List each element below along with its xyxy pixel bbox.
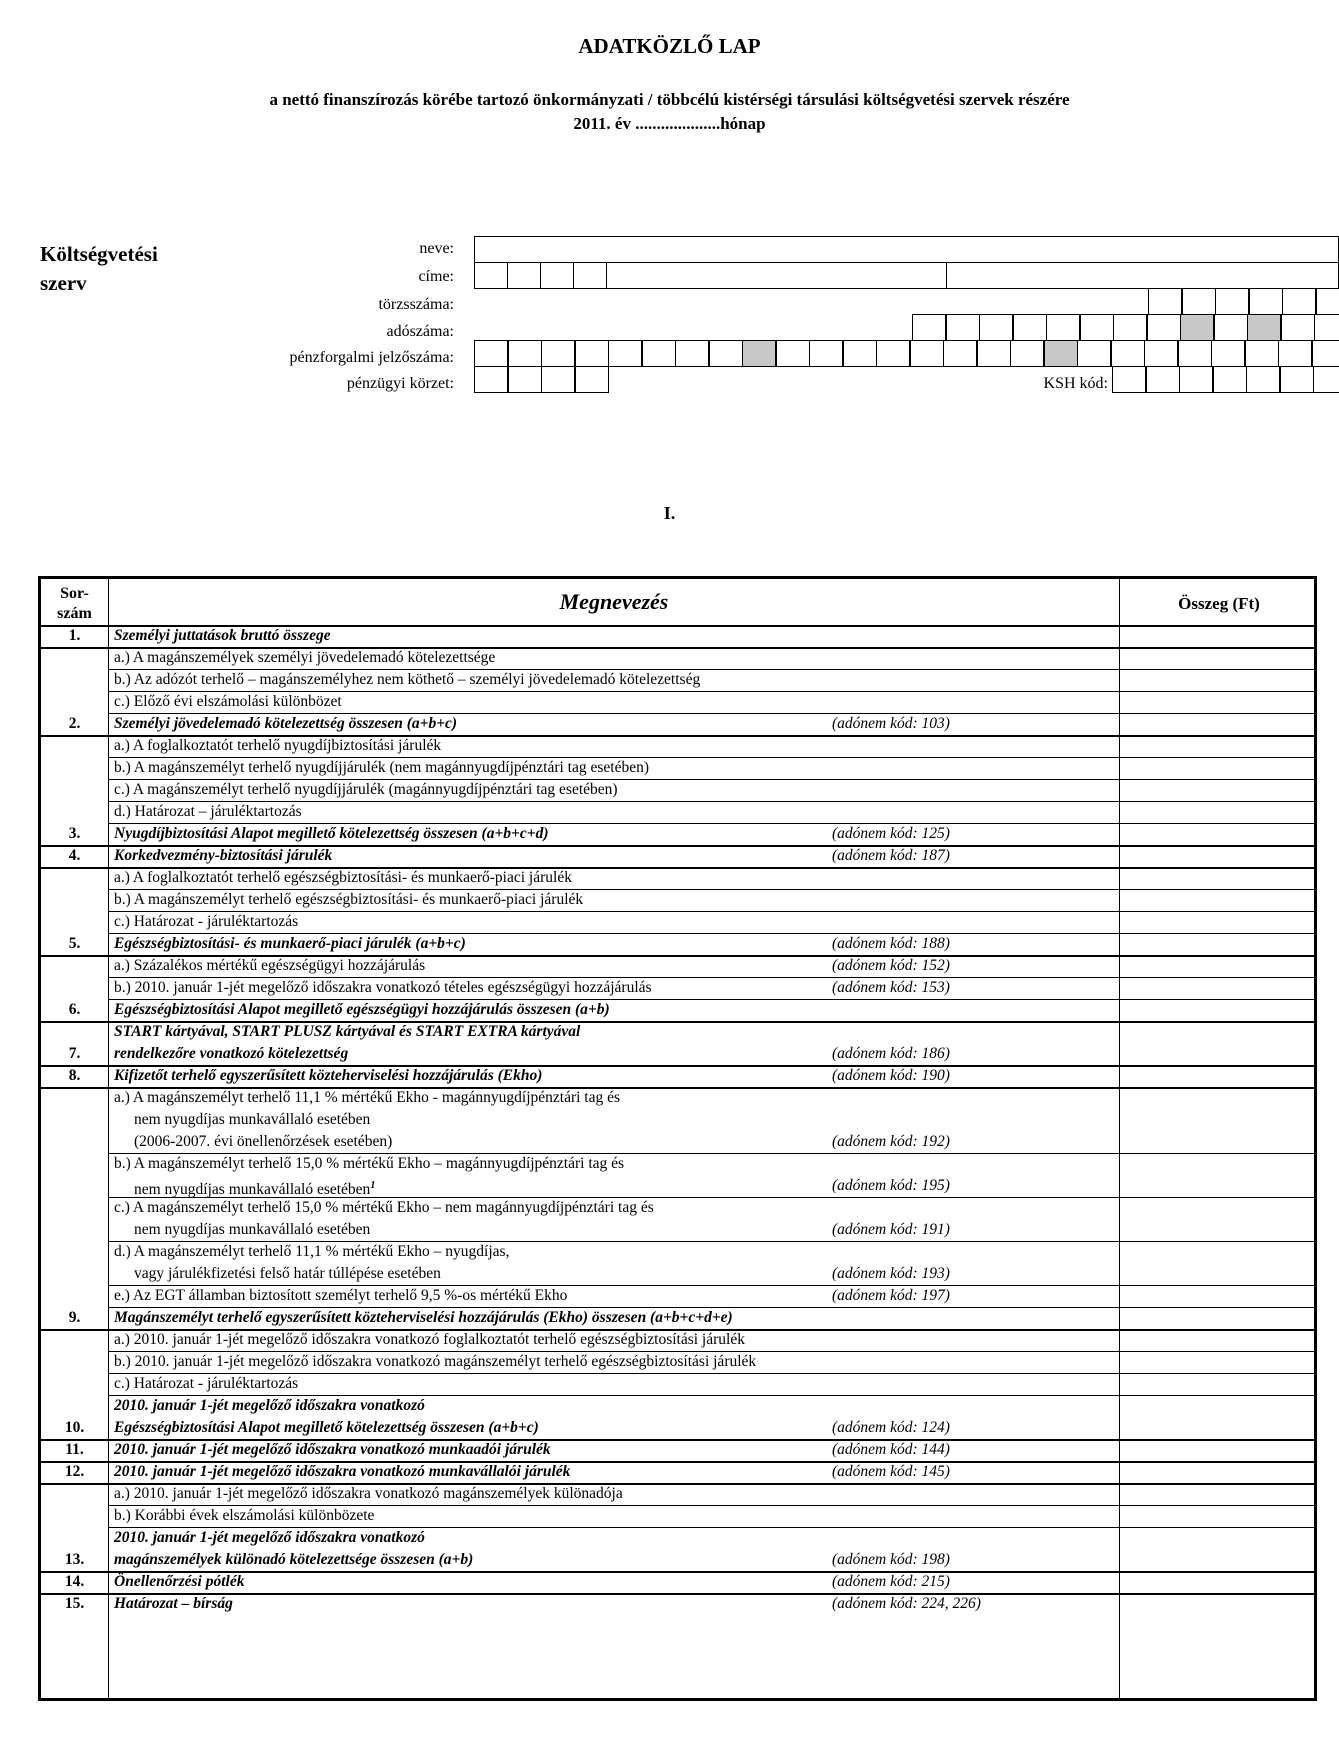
adonem-code: (adónem kód: 152) [832,957,950,974]
row-number: 3. [68,825,81,842]
row-label: 2010. január 1-jét megelőző időszakra vonatkozó [114,1529,425,1546]
row-label: e.) Az EGT államban biztosított személyt terhelő 9,5 %-os mértékű Ekho [114,1287,568,1304]
amount-cell[interactable] [1120,1571,1314,1593]
row-label-continued: rendelkezőre vonatkozó kötelezettség [114,1045,349,1062]
row-label-continued: magánszemélyek különadó kötelezettsége összesen (a+b) [114,1551,474,1568]
torzsszam-digit-box[interactable] [1215,288,1249,315]
cime-postcode-box[interactable] [507,262,541,289]
adonem-code: (adónem kód: 186) [832,1045,950,1062]
amount-cell[interactable] [1120,911,1314,933]
amount-cell[interactable] [1120,1351,1314,1373]
penzforgalmi-label: pénzforgalmi jelzőszáma: [289,349,454,366]
adonem-code: (adónem kód: 190) [832,1067,950,1084]
row-label: Kifizetőt terhelő egyszerűsített közteherviselési hozzájárulás (Ekho) [114,1067,543,1084]
adoszam-digit-box[interactable] [1314,314,1339,341]
header-osszeg: Összeg (Ft) [1178,594,1260,613]
penzforgalmi-digit-box[interactable] [1144,340,1178,367]
amount-cell[interactable] [1120,889,1314,911]
row-number: 13. [64,1551,85,1568]
adoszam-digit-box[interactable] [1147,314,1181,341]
row-label: b.) A magánszemélyt terhelő nyugdíjjárulék (nem magánnyugdíjpénztári tag esetében) [114,759,649,776]
row-label: c.) Határozat - járuléktartozás [114,913,299,930]
row-label: c.) Előző évi elszámolási különbözet [114,693,342,710]
row-label: a.) 2010. január 1-jét megelőző időszakra vonatkozó foglalkoztatót terhelő egészségbiztosítási járulék [114,1331,745,1348]
adonem-code: (adónem kód: 188) [832,935,950,952]
adonem-code: (adónem kód: 125) [832,825,950,842]
amount-cell[interactable] [1120,1395,1314,1439]
amount-cell[interactable] [1120,1505,1314,1527]
penzforgalmi-digit-box[interactable] [1278,340,1312,367]
amount-cell[interactable] [1120,999,1314,1021]
penzforgalmi-digit-box[interactable] [876,340,910,367]
ksh-kod-digit-box[interactable] [1146,366,1180,393]
neve-field[interactable] [474,236,1339,263]
cime-postcode-box[interactable] [540,262,574,289]
adonem-code: (adónem kód: 145) [832,1463,950,1480]
amount-cell[interactable] [1120,1439,1314,1461]
amount-cell[interactable] [1120,1373,1314,1395]
penzforgalmi-digit-box[interactable] [1111,340,1145,367]
adonem-code: (adónem kód: 124) [832,1419,950,1436]
penzforgalmi-digit-box[interactable] [608,340,642,367]
adonem-code: (adónem kód: 215) [832,1573,950,1590]
amount-cell[interactable] [1120,713,1314,735]
torzsszam-digit-box[interactable] [1316,288,1339,315]
cime-city-field[interactable] [606,262,947,289]
adonem-code: (adónem kód: 191) [832,1221,950,1238]
penzforgalmi-digit-box[interactable] [575,340,609,367]
amount-cell[interactable] [1120,735,1314,757]
penzforgalmi-digit-box[interactable] [541,340,575,367]
cime-street-field[interactable] [946,262,1339,289]
row-label: b.) Korábbi évek elszámolási különbözete [114,1507,375,1524]
section-heading: I. [663,503,676,523]
adoszam-digit-box[interactable] [1281,314,1315,341]
ksh-kod-label: KSH kód: [1043,375,1108,392]
row-label: Egészségbiztosítási- és munkaerő-piaci járulék (a+b+c) [114,935,466,952]
penzforgalmi-digit-box[interactable] [977,340,1011,367]
amount-cell[interactable] [1120,867,1314,889]
header-megnevezes: Megnevezés [559,589,669,614]
row-label: a.) 2010. január 1-jét megelőző időszakra vonatkozó magánszemélyek különadója [114,1485,623,1502]
ksh-kod-digit-box[interactable] [1112,366,1146,393]
row-label-continued: (2006-2007. évi önellenőrzések esetében) [134,1133,393,1150]
adoszam-digit-box[interactable] [1046,314,1080,341]
amount-cell[interactable] [1120,823,1314,845]
adoszam-digit-box[interactable] [1113,314,1147,341]
row-label: c.) Határozat - járuléktartozás [114,1375,299,1392]
document-subtitle [0,88,1339,136]
row-number: 11. [65,1441,84,1458]
penzforgalmi-digit-box[interactable] [843,340,877,367]
amount-cell[interactable] [1120,1241,1314,1285]
row-label: Személyi juttatások bruttó összege [114,627,331,644]
row-label: Határozat – bírság [114,1595,233,1612]
amount-cell[interactable] [1120,1087,1314,1153]
amount-cell[interactable] [1120,1483,1314,1505]
document-title: ADATKÖZLŐ LAP [578,34,761,58]
row-label: Önellenőrzési pótlék [114,1573,245,1590]
penzugyi-korzet-digit-box[interactable] [474,366,508,393]
row-label: Egészségbiztosítási Alapot megillető egészségügyi hozzájárulás összesen (a+b) [114,1001,610,1018]
footnote-marker: 1 [370,1180,376,1191]
penzugyi-korzet-label: pénzügyi körzet: [346,375,454,392]
row-label: d.) Határozat – járuléktartozás [114,803,302,820]
row-number: 12. [64,1463,85,1480]
adonem-code: (adónem kód: 153) [832,979,950,996]
amount-cell[interactable] [1120,1197,1314,1241]
row-label: b.) A magánszemélyt terhelő 15,0 % mértékű Ekho – magánnyugdíjpénztári tag és [114,1155,625,1172]
row-label: a.) A magánszemélyt terhelő 11,1 % mértékű Ekho - magánnyugdíjpénztári tag és [114,1089,621,1106]
row-label: Magánszemélyt terhelő egyszerűsített közteherviselési hozzájárulás (Ekho) összesen (a+b+c+d+e) [114,1309,733,1326]
adonem-code: (adónem kód: 192) [832,1133,950,1150]
penzforgalmi-digit-box[interactable] [742,340,776,367]
cime-label: címe: [418,268,454,285]
penzforgalmi-digit-box[interactable] [1077,340,1111,367]
penzforgalmi-digit-box[interactable] [910,340,944,367]
row-number: 6. [68,1001,81,1018]
row-number: 2. [68,715,81,732]
row-label: b.) 2010. január 1-jét megelőző időszakra vonatkozó tételes egészségügyi hozzájárulás [114,979,652,996]
adoszam-digit-box[interactable] [1247,314,1281,341]
penzugyi-korzet-digit-box[interactable] [508,366,542,393]
amount-cell[interactable] [1120,1461,1314,1483]
adonem-code: (adónem kód: 195) [832,1177,950,1194]
amount-cell[interactable] [1120,933,1314,955]
adonem-code: (adónem kód: 193) [832,1265,950,1282]
adonem-code: (adónem kód: 144) [832,1441,950,1458]
ksh-kod-digit-box[interactable] [1213,366,1247,393]
adoszam-digit-box[interactable] [979,314,1013,341]
amount-cell[interactable] [1120,1153,1314,1197]
adonem-code: (adónem kód: 197) [832,1287,950,1304]
org-label [40,240,158,298]
header-sorszam [41,584,108,624]
row-label-continued: vagy járulékfizetési felső határ túllépése esetében [134,1265,441,1282]
amount-cell[interactable] [1120,647,1314,669]
row-label: b.) Az adózót terhelő – magánszemélyhez nem köthető – személyi jövedelemadó kötelezettség [114,671,701,688]
amount-cell[interactable] [1120,801,1314,823]
cime-postcode-box[interactable] [474,262,508,289]
amount-cell[interactable] [1120,625,1314,647]
header-sorszam-line-2: szám [57,605,92,622]
neve-label: neve: [419,240,454,257]
ksh-kod-digit-box[interactable] [1179,366,1213,393]
row-label-continued: nem nyugdíjas munkavállaló esetében [134,1111,371,1128]
row-label-continued: Egészségbiztosítási Alapot megillető kötelezettség összesen (a+b+c) [114,1419,539,1436]
torzsszama-label: törzsszáma: [378,296,454,313]
amount-cell[interactable] [1120,1285,1314,1307]
row-number: 5. [68,935,81,952]
row-label: c.) A magánszemélyt terhelő nyugdíjjárulék (magánnyugdíjpénztári tag esetében) [114,781,618,798]
amount-cell[interactable] [1120,845,1314,867]
row-label: a.) A foglalkoztatót terhelő egészségbiztosítási- és munkaerő-piaci járulék [114,869,572,886]
cime-postcode-box[interactable] [573,262,607,289]
row-label: a.) A magánszemélyek személyi jövedelemadó kötelezettsége [114,649,496,666]
amount-cell[interactable] [1120,1307,1314,1329]
row-label: 2010. január 1-jét megelőző időszakra vonatkozó munkaadói járulék [114,1441,551,1458]
adoszam-digit-box[interactable] [1180,314,1214,341]
amount-cell[interactable] [1120,1593,1314,1615]
row-label: c.) A magánszemélyt terhelő 15,0 % mértékű Ekho – nem magánnyugdíjpénztári tag és [114,1199,654,1216]
row-label: b.) A magánszemélyt terhelő egészségbiztosítási- és munkaerő-piaci járulék [114,891,584,908]
penzforgalmi-digit-box[interactable] [474,340,508,367]
subtitle-line-2: 2011. év ....................hónap [573,114,766,133]
adoszam-digit-box[interactable] [1214,314,1248,341]
ksh-kod-digit-box[interactable] [1280,366,1314,393]
row-label-continued: nem nyugdíjas munkavállaló esetében$^1$ [134,1180,376,1199]
penzugyi-korzet-digit-box[interactable] [575,366,609,393]
adonem-code: (adónem kód: 187) [832,847,950,864]
amount-cell[interactable] [1120,669,1314,691]
adonem-code: (adónem kód: 224, 226) [832,1595,981,1612]
row-label: Korkedvezmény-biztosítási járulék [114,847,333,864]
penzforgalmi-digit-box[interactable] [1245,340,1279,367]
amount-cell[interactable] [1120,1065,1314,1087]
penzforgalmi-digit-box[interactable] [1312,340,1339,367]
adonem-code: (adónem kód: 198) [832,1551,950,1568]
row-label: b.) 2010. január 1-jét megelőző időszakra vonatkozó magánszemélyt terhelő egészségbiztosítási járulék [114,1353,757,1370]
penzforgalmi-digit-box[interactable] [1178,340,1212,367]
penzforgalmi-digit-box[interactable] [809,340,843,367]
column-divider [108,579,109,1698]
penzforgalmi-digit-box[interactable] [508,340,542,367]
amount-cell[interactable] [1120,1021,1314,1065]
penzforgalmi-digit-box[interactable] [675,340,709,367]
data-table [38,576,1317,1701]
penzforgalmi-digit-box[interactable] [1010,340,1044,367]
org-label-line-2: szerv [40,271,87,295]
row-label: d.) A magánszemélyt terhelő 11,1 % mértékű Ekho – nyugdíjas, [114,1243,510,1260]
row-number: 7. [68,1045,81,1062]
row-number: 15. [64,1595,85,1612]
penzforgalmi-digit-box[interactable] [776,340,810,367]
row-label: START kártyával, START PLUSZ kártyával és START EXTRA kártyával [114,1023,581,1040]
penzforgalmi-digit-box[interactable] [1211,340,1245,367]
torzsszam-digit-box[interactable] [1182,288,1216,315]
row-number: 9. [68,1309,81,1326]
header-sorszam-line-1: Sor- [60,585,89,602]
torzsszam-digit-box[interactable] [1249,288,1283,315]
adoszam-digit-box[interactable] [946,314,980,341]
row-label: 2010. január 1-jét megelőző időszakra vonatkozó munkavállalói járulék [114,1463,571,1480]
adoszam-digit-box[interactable] [912,314,946,341]
torzsszam-digit-box[interactable] [1282,288,1316,315]
org-label-line-1: Költségvetési [40,242,158,266]
amount-cell[interactable] [1120,955,1314,977]
adoszam-digit-box[interactable] [1080,314,1114,341]
row-label-continued: nem nyugdíjas munkavállaló esetében [134,1221,371,1238]
subtitle-line-1: a nettó finanszírozás körébe tartozó önkormányzati / többcélú kistérségi társulási költségvetési szervek részére [269,90,1070,109]
row-number: 8. [68,1067,81,1084]
penzugyi-korzet-digit-box[interactable] [541,366,575,393]
adonem-code: (adónem kód: 103) [832,715,950,732]
row-label: a.) Százalékos mértékű egészségügyi hozzájárulás [114,957,426,974]
penzforgalmi-digit-box[interactable] [1044,340,1078,367]
row-label: Nyugdíjbiztosítási Alapot megillető kötelezettség összesen (a+b+c+d) [114,825,549,842]
amount-cell[interactable] [1120,1329,1314,1351]
row-label: a.) A foglalkoztatót terhelő nyugdíjbiztosítási járulék [114,737,442,754]
penzforgalmi-digit-box[interactable] [642,340,676,367]
ksh-kod-digit-box[interactable] [1246,366,1280,393]
row-number: 10. [64,1419,85,1436]
adoszam-digit-box[interactable] [1013,314,1047,341]
row-number: 14. [64,1573,85,1590]
row-label: 2010. január 1-jét megelőző időszakra vonatkozó [114,1397,425,1414]
amount-cell[interactable] [1120,1527,1314,1571]
row-number: 1. [68,627,81,644]
row-label: Személyi jövedelemadó kötelezettség összesen (a+b+c) [114,715,458,732]
penzforgalmi-digit-box[interactable] [943,340,977,367]
row-number: 4. [68,847,81,864]
amount-cell[interactable] [1120,757,1314,779]
amount-cell[interactable] [1120,691,1314,713]
penzforgalmi-digit-box[interactable] [709,340,743,367]
ksh-kod-digit-box[interactable] [1313,366,1339,393]
amount-cell[interactable] [1120,779,1314,801]
torzsszam-digit-box[interactable] [1148,288,1182,315]
amount-cell[interactable] [1120,977,1314,999]
adoszama-label: adószáma: [386,323,454,340]
